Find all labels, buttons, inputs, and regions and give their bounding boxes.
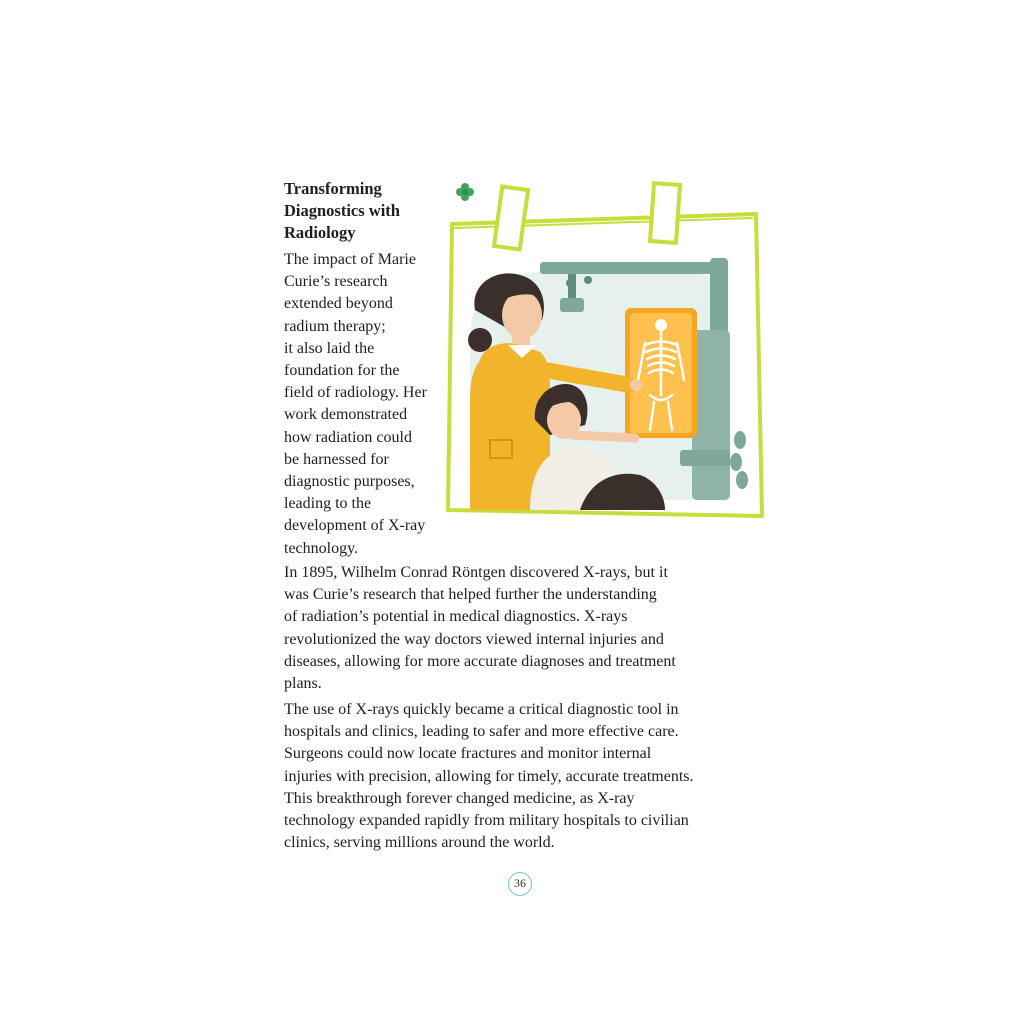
text-line: be harnessed for [284, 450, 389, 468]
text-line: injuries with precision, allowing for timely, accurate treatments. [284, 767, 694, 785]
text-line: Surgeons could now locate fractures and monitor internal [284, 745, 652, 763]
tape-right [650, 183, 680, 243]
clover-icon [456, 183, 474, 201]
tape-left [494, 186, 528, 249]
text-line: technology. [284, 539, 359, 557]
text-line: hospitals and clinics, leading to safer and more effective care. [284, 723, 679, 741]
paragraph-xray-use [284, 699, 764, 854]
text-line: This breakthrough forever changed medicine, as X-ray [284, 789, 635, 807]
plant-icon [730, 431, 748, 489]
text-line: radium therapy; [284, 317, 386, 335]
page-number: 36 [508, 872, 532, 896]
xray-illustration [440, 180, 770, 530]
text-line: it also laid the [284, 339, 375, 357]
text-line: was Curie’s research that helped further the understanding [284, 586, 657, 604]
text-line: foundation for the [284, 362, 400, 380]
section-heading [284, 178, 444, 244]
text-line: clinics, serving millions around the world. [284, 834, 555, 852]
text-line: diseases, allowing for more accurate diagnoses and treatment [284, 652, 676, 670]
paragraph-intro [284, 249, 459, 560]
text-line: extended beyond [284, 295, 393, 313]
text-line: technology expanded rapidly from military hospitals to civilian [284, 812, 689, 830]
text-line: The use of X-rays quickly became a critical diagnostic tool in [284, 701, 679, 718]
heading-line: Transforming [284, 179, 382, 198]
text-line: development of X-ray [284, 517, 426, 535]
text-line: work demonstrated [284, 406, 408, 424]
text-line: field of radiology. Her [284, 384, 427, 402]
text-line: Curie’s research [284, 273, 388, 291]
paragraph-roentgen [284, 562, 764, 695]
text-line: In 1895, Wilhelm Conrad Röntgen discovered X-rays, but it [284, 564, 668, 581]
text-line: how radiation could [284, 428, 412, 446]
text-line: diagnostic purposes, [284, 473, 415, 491]
heading-line: Diagnostics with [284, 201, 400, 220]
text-line: revolutionized the way doctors viewed internal injuries and [284, 630, 664, 648]
text-line: of radiation’s potential in medical diagnostics. X-rays [284, 608, 628, 626]
text-line: plans. [284, 675, 322, 693]
heading-line: Radiology [284, 223, 356, 242]
text-line: leading to the [284, 495, 372, 513]
text-line: The impact of Marie [284, 251, 416, 268]
